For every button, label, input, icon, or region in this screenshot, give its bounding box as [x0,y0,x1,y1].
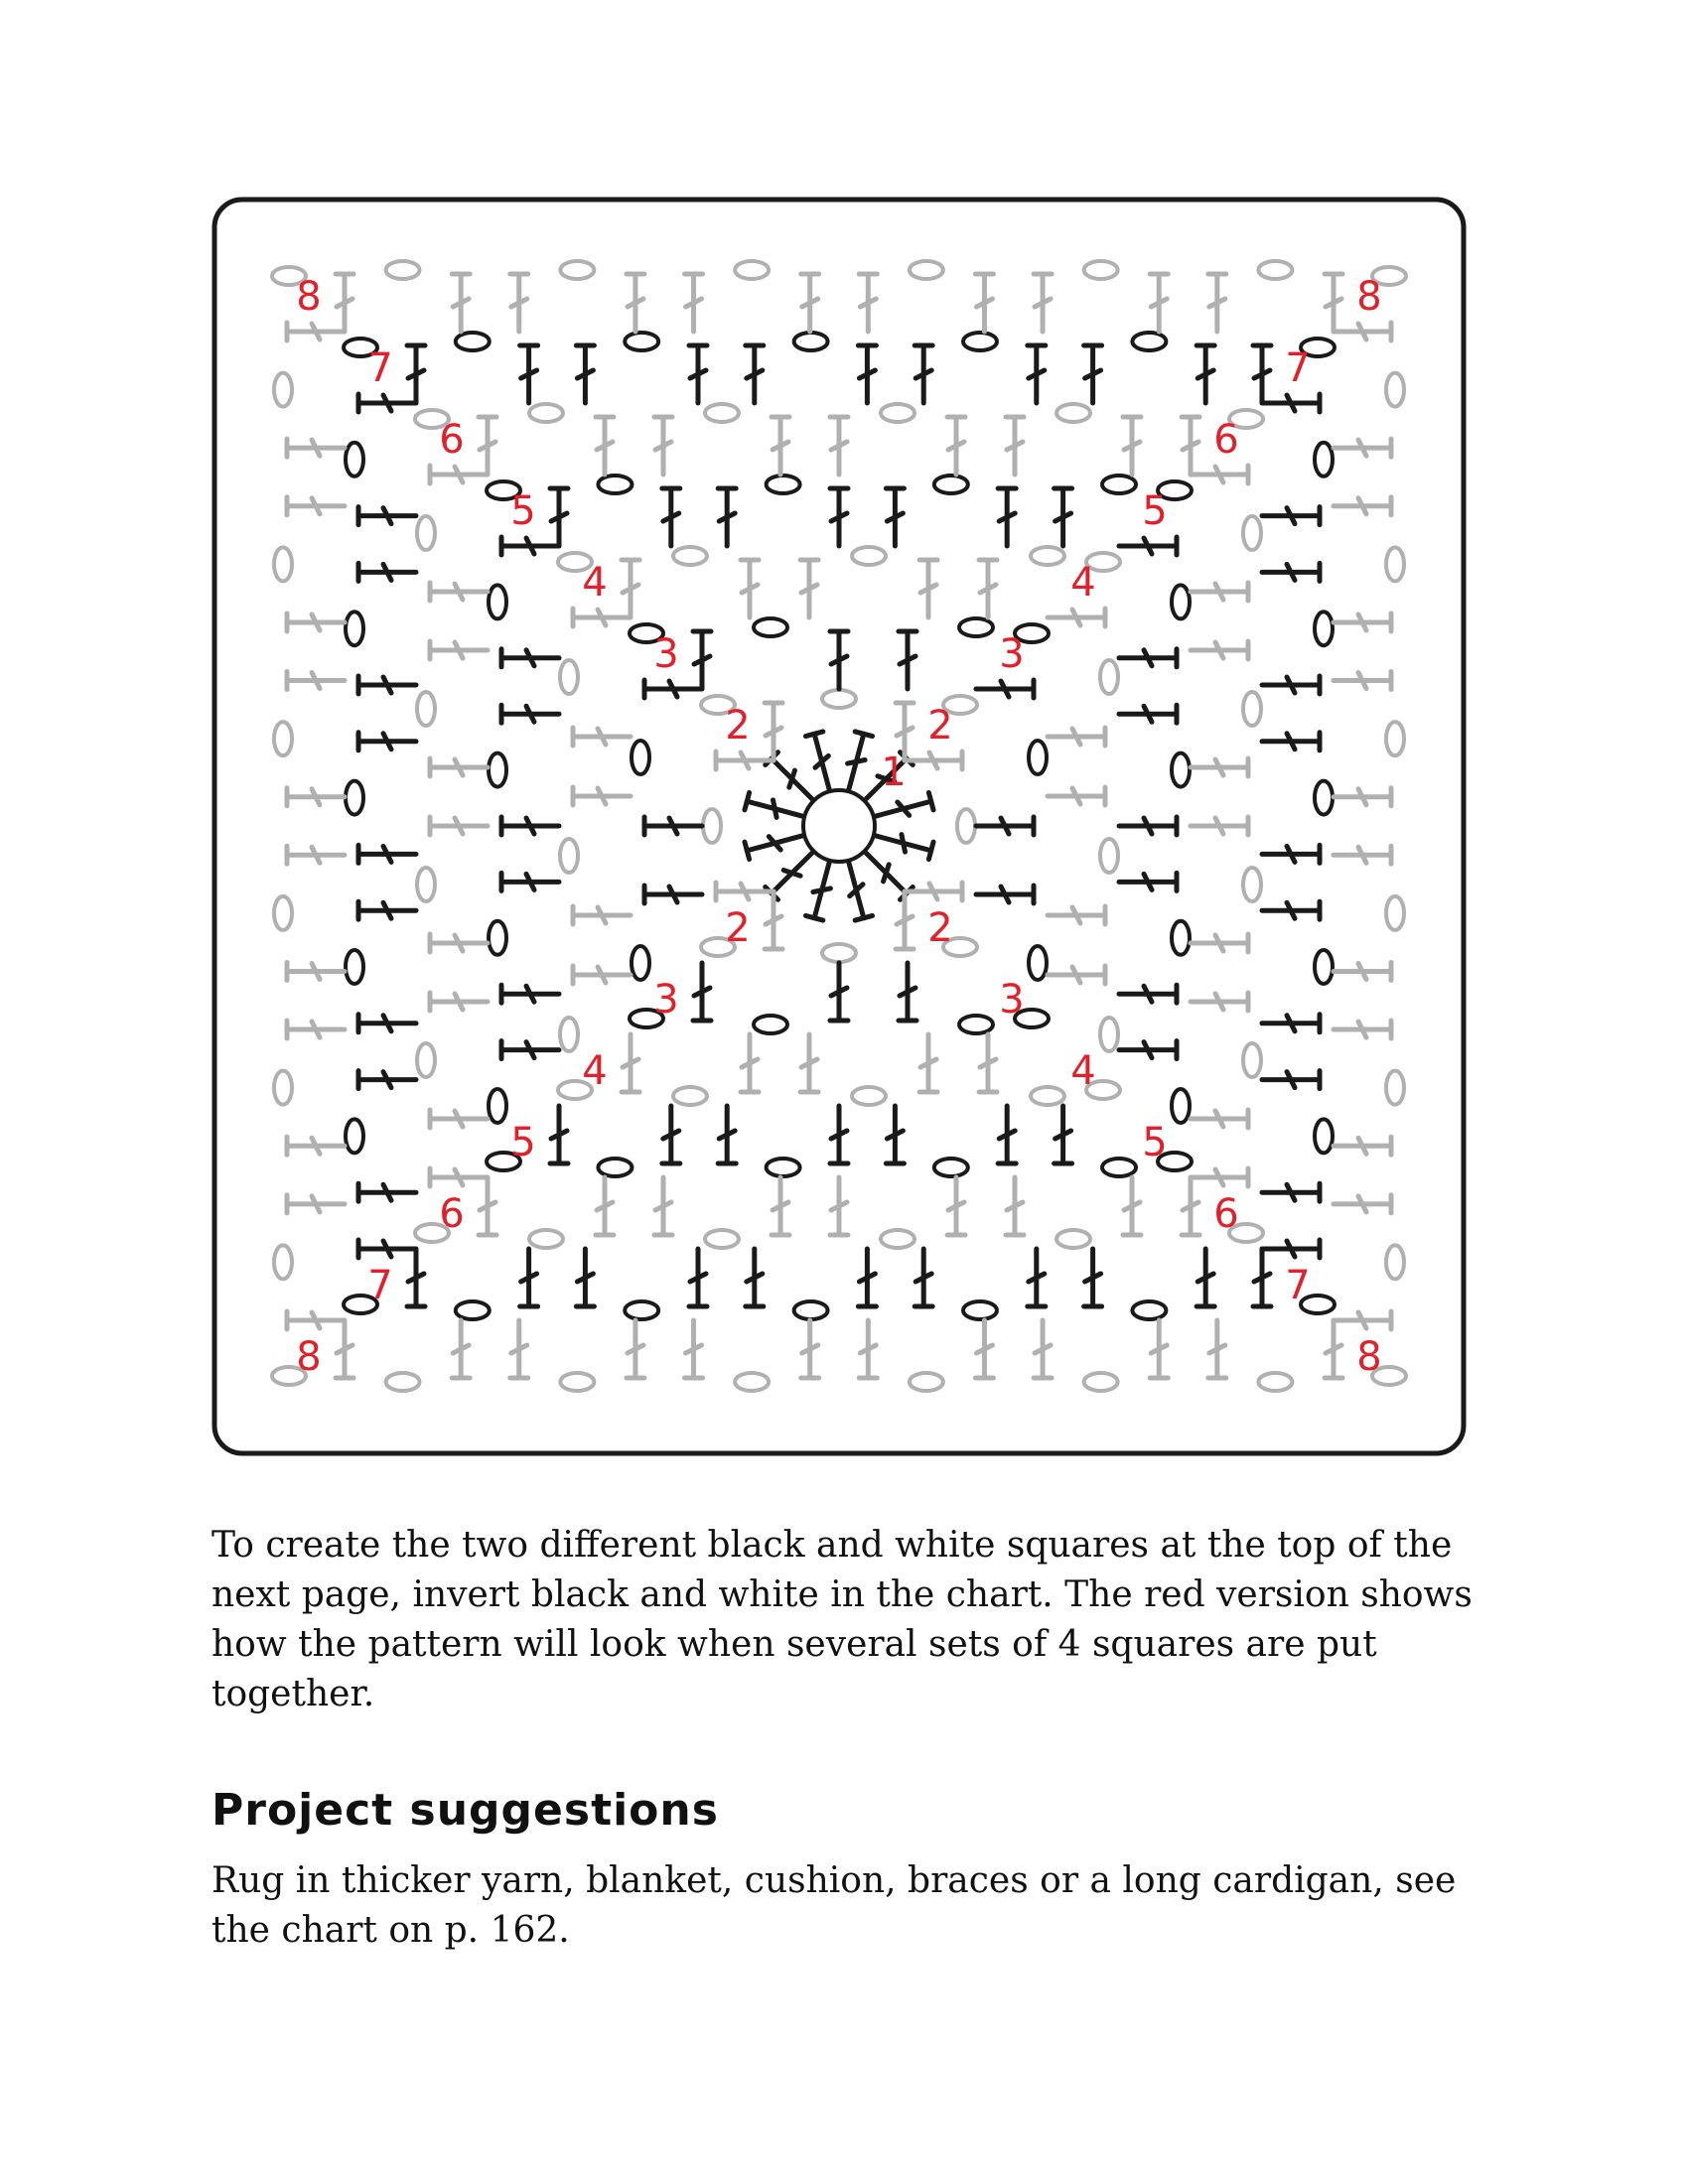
round-label-3-3: 3 [999,977,1025,1023]
stitch-top-r1 [928,842,933,859]
round-label-8-3: 8 [1356,1334,1382,1380]
round-label-1-0: 1 [881,750,907,795]
chain-stitch-r3 [632,946,649,980]
chain-stitch-r2 [822,944,856,962]
magic-ring-symbol [803,790,875,862]
chain-stitch-r6 [417,1043,435,1077]
chain-stitch-r8 [1386,896,1404,930]
chain-stitch-r2 [822,690,856,708]
chain-stitch-r7 [1315,950,1333,984]
chain-stitch-r8 [910,1373,943,1391]
chain-stitch-r6 [529,404,563,422]
chain-stitch-r4 [1100,1018,1118,1051]
chain-stitch-r3 [959,618,993,636]
chain-stitch-r6 [417,868,435,901]
chain-stitch-r3 [754,1016,787,1033]
round-label-4-1: 4 [1070,560,1096,606]
chain-stitch-r7 [625,1301,658,1319]
chain-stitch-r8 [274,547,292,581]
chain-stitch-r8 [735,261,769,279]
stitch-top-r1 [745,792,750,809]
project-suggestions-text: Rug in thicker yarn, blanket, cushion, braces or a long cardigan, see the chart on p. 162. [211,1860,1457,1951]
chain-stitch-r6 [705,404,739,422]
round-label-8-2: 8 [296,1334,322,1380]
chain-stitch-r8 [274,896,292,930]
chain-stitch-r8 [274,373,292,407]
chain-stitch-r5 [1172,1089,1190,1123]
round-label-8-1: 8 [1356,274,1382,320]
chain-stitch-r3 [754,618,787,636]
chain-stitch-r2 [703,809,721,843]
chain-stitch-r2 [957,809,975,843]
chart-instruction-paragraph: To create the two different black and white squares at the top of the next page, invert black and white in the chart. The red version shows how the pattern will look when several sets of 4 squares are put together. [211,1525,1473,1714]
chain-stitch-r3 [1029,741,1047,774]
chain-stitch-r5 [598,1159,632,1176]
round-label-2-1: 2 [927,703,953,749]
chain-stitch-r5 [767,476,800,493]
chain-stitch-r5 [489,921,506,955]
chain-stitch-r8 [1386,722,1404,755]
round-label-6-0: 6 [439,417,465,463]
chain-stitch-r7 [963,333,997,350]
chain-stitch-r7 [1315,781,1333,815]
round-label-7-2: 7 [367,1263,393,1308]
chain-stitch-r6 [1243,692,1261,726]
chain-stitch-r8 [560,261,594,279]
stitch-top-r1 [928,792,933,809]
chain-stitch-r7 [1315,443,1333,477]
chain-stitch-r7 [794,1301,828,1319]
stitch-slash-r1 [902,835,906,853]
stitch-top-r1 [855,915,872,920]
chain-stitch-r8 [735,1373,769,1391]
chain-stitch-r5 [489,753,506,787]
chain-stitch-r6 [1243,516,1261,550]
chain-stitch-r7 [346,612,363,645]
chain-stitch-r6 [417,516,435,550]
chain-stitch-r6 [529,1230,563,1248]
chain-stitch-r5 [1102,1159,1136,1176]
chain-stitch-r8 [1386,547,1404,581]
chain-stitch-r8 [386,261,420,279]
chain-stitch-r5 [598,476,632,493]
chain-stitch-r7 [963,1301,997,1319]
chain-stitch-r6 [1243,1043,1261,1077]
chain-stitch-r7 [456,333,490,350]
chain-stitch-r7 [346,950,363,984]
chain-stitch-r6 [881,404,914,422]
stitch-slash-r1 [773,800,776,818]
round-label-5-2: 5 [510,1120,536,1165]
chain-stitch-r3 [959,1016,993,1033]
round-label-6-3: 6 [1213,1191,1239,1237]
round-label-4-2: 4 [582,1048,608,1094]
chain-stitch-r4 [560,1018,578,1051]
chain-stitch-r4 [560,839,578,873]
round-label-7-1: 7 [1285,345,1311,391]
stitch-top-r1 [805,915,822,920]
chain-stitch-r4 [673,547,707,565]
chain-stitch-r3 [1029,946,1047,980]
chain-stitch-r7 [346,781,363,815]
chain-stitch-r4 [1031,1087,1064,1105]
chain-stitch-r5 [1172,753,1190,787]
stitch-slash-r1 [884,865,890,882]
chain-stitch-r8 [910,261,943,279]
round-label-8-0: 8 [296,274,322,320]
round-label-2-2: 2 [725,905,751,951]
chain-stitch-r7 [1315,1119,1333,1153]
chain-stitch-r6 [705,1230,739,1248]
chain-stitch-r4 [673,1087,707,1105]
chain-stitch-r6 [1056,1230,1090,1248]
chain-stitch-r4 [560,660,578,694]
stitch-slash-r1 [783,871,800,877]
chain-stitch-r8 [274,1071,292,1105]
chain-stitch-r5 [767,1159,800,1176]
round-label-2-0: 2 [725,703,751,749]
round-label-5-0: 5 [510,488,536,534]
chain-stitch-r8 [1258,261,1292,279]
chain-stitch-r4 [852,547,886,565]
chain-stitch-r8 [386,1373,420,1391]
stitch-top-r1 [805,732,822,737]
chain-stitch-r8 [274,722,292,755]
chain-stitch-r7 [456,1301,490,1319]
round-label-3-2: 3 [653,977,679,1023]
chain-stitch-r5 [1102,476,1136,493]
round-label-6-1: 6 [1213,417,1239,463]
chain-stitch-r5 [1172,921,1190,955]
chain-stitch-r7 [1315,612,1333,645]
stitch-top-r1 [855,732,872,737]
stitch-slash-r1 [789,770,795,787]
chain-stitch-r8 [1386,1071,1404,1105]
round-label-5-3: 5 [1142,1120,1168,1165]
chain-stitch-r4 [1100,660,1118,694]
chain-stitch-r3 [632,741,649,774]
chain-stitch-r8 [1084,1373,1118,1391]
chain-stitch-r5 [489,585,506,618]
chain-stitch-r6 [1056,404,1090,422]
chain-stitch-r8 [560,1373,594,1391]
chain-stitch-r7 [346,1119,363,1153]
chain-stitch-r7 [1132,333,1166,350]
round-label-6-2: 6 [439,1191,465,1237]
chain-stitch-r6 [881,1230,914,1248]
chain-stitch-r6 [417,692,435,726]
round-label-3-0: 3 [653,631,679,677]
chain-stitch-r8 [1386,1245,1404,1279]
round-label-7-3: 7 [1285,1263,1311,1308]
chain-stitch-r5 [1172,585,1190,618]
chain-stitch-r7 [625,333,658,350]
chain-stitch-r8 [1386,373,1404,407]
chain-stitch-r5 [489,1089,506,1123]
stitch-top-r1 [745,842,750,859]
round-label-5-1: 5 [1142,488,1168,534]
chain-stitch-r7 [794,333,828,350]
chain-stitch-r8 [1258,1373,1292,1391]
chain-stitch-r8 [1084,261,1118,279]
stitch-slash-r1 [848,759,866,763]
chain-stitch-r4 [1100,839,1118,873]
chain-stitch-r4 [1031,547,1064,565]
stitch-slash-r1 [813,888,831,892]
chain-stitch-r4 [852,1087,886,1105]
round-label-4-3: 4 [1070,1048,1096,1094]
round-label-3-1: 3 [999,631,1025,677]
round-label-2-3: 2 [927,905,953,951]
crochet-chart [209,194,1470,1459]
chain-stitch-r6 [1243,868,1261,901]
chain-stitch-r5 [934,1159,968,1176]
round-label-4-0: 4 [582,560,608,606]
section-heading: Project suggestions [211,1785,719,1836]
chain-stitch-r8 [274,1245,292,1279]
chain-stitch-r7 [346,443,363,477]
chain-stitch-r7 [1132,1301,1166,1319]
round-label-7-0: 7 [367,345,393,391]
chain-stitch-r5 [934,476,968,493]
